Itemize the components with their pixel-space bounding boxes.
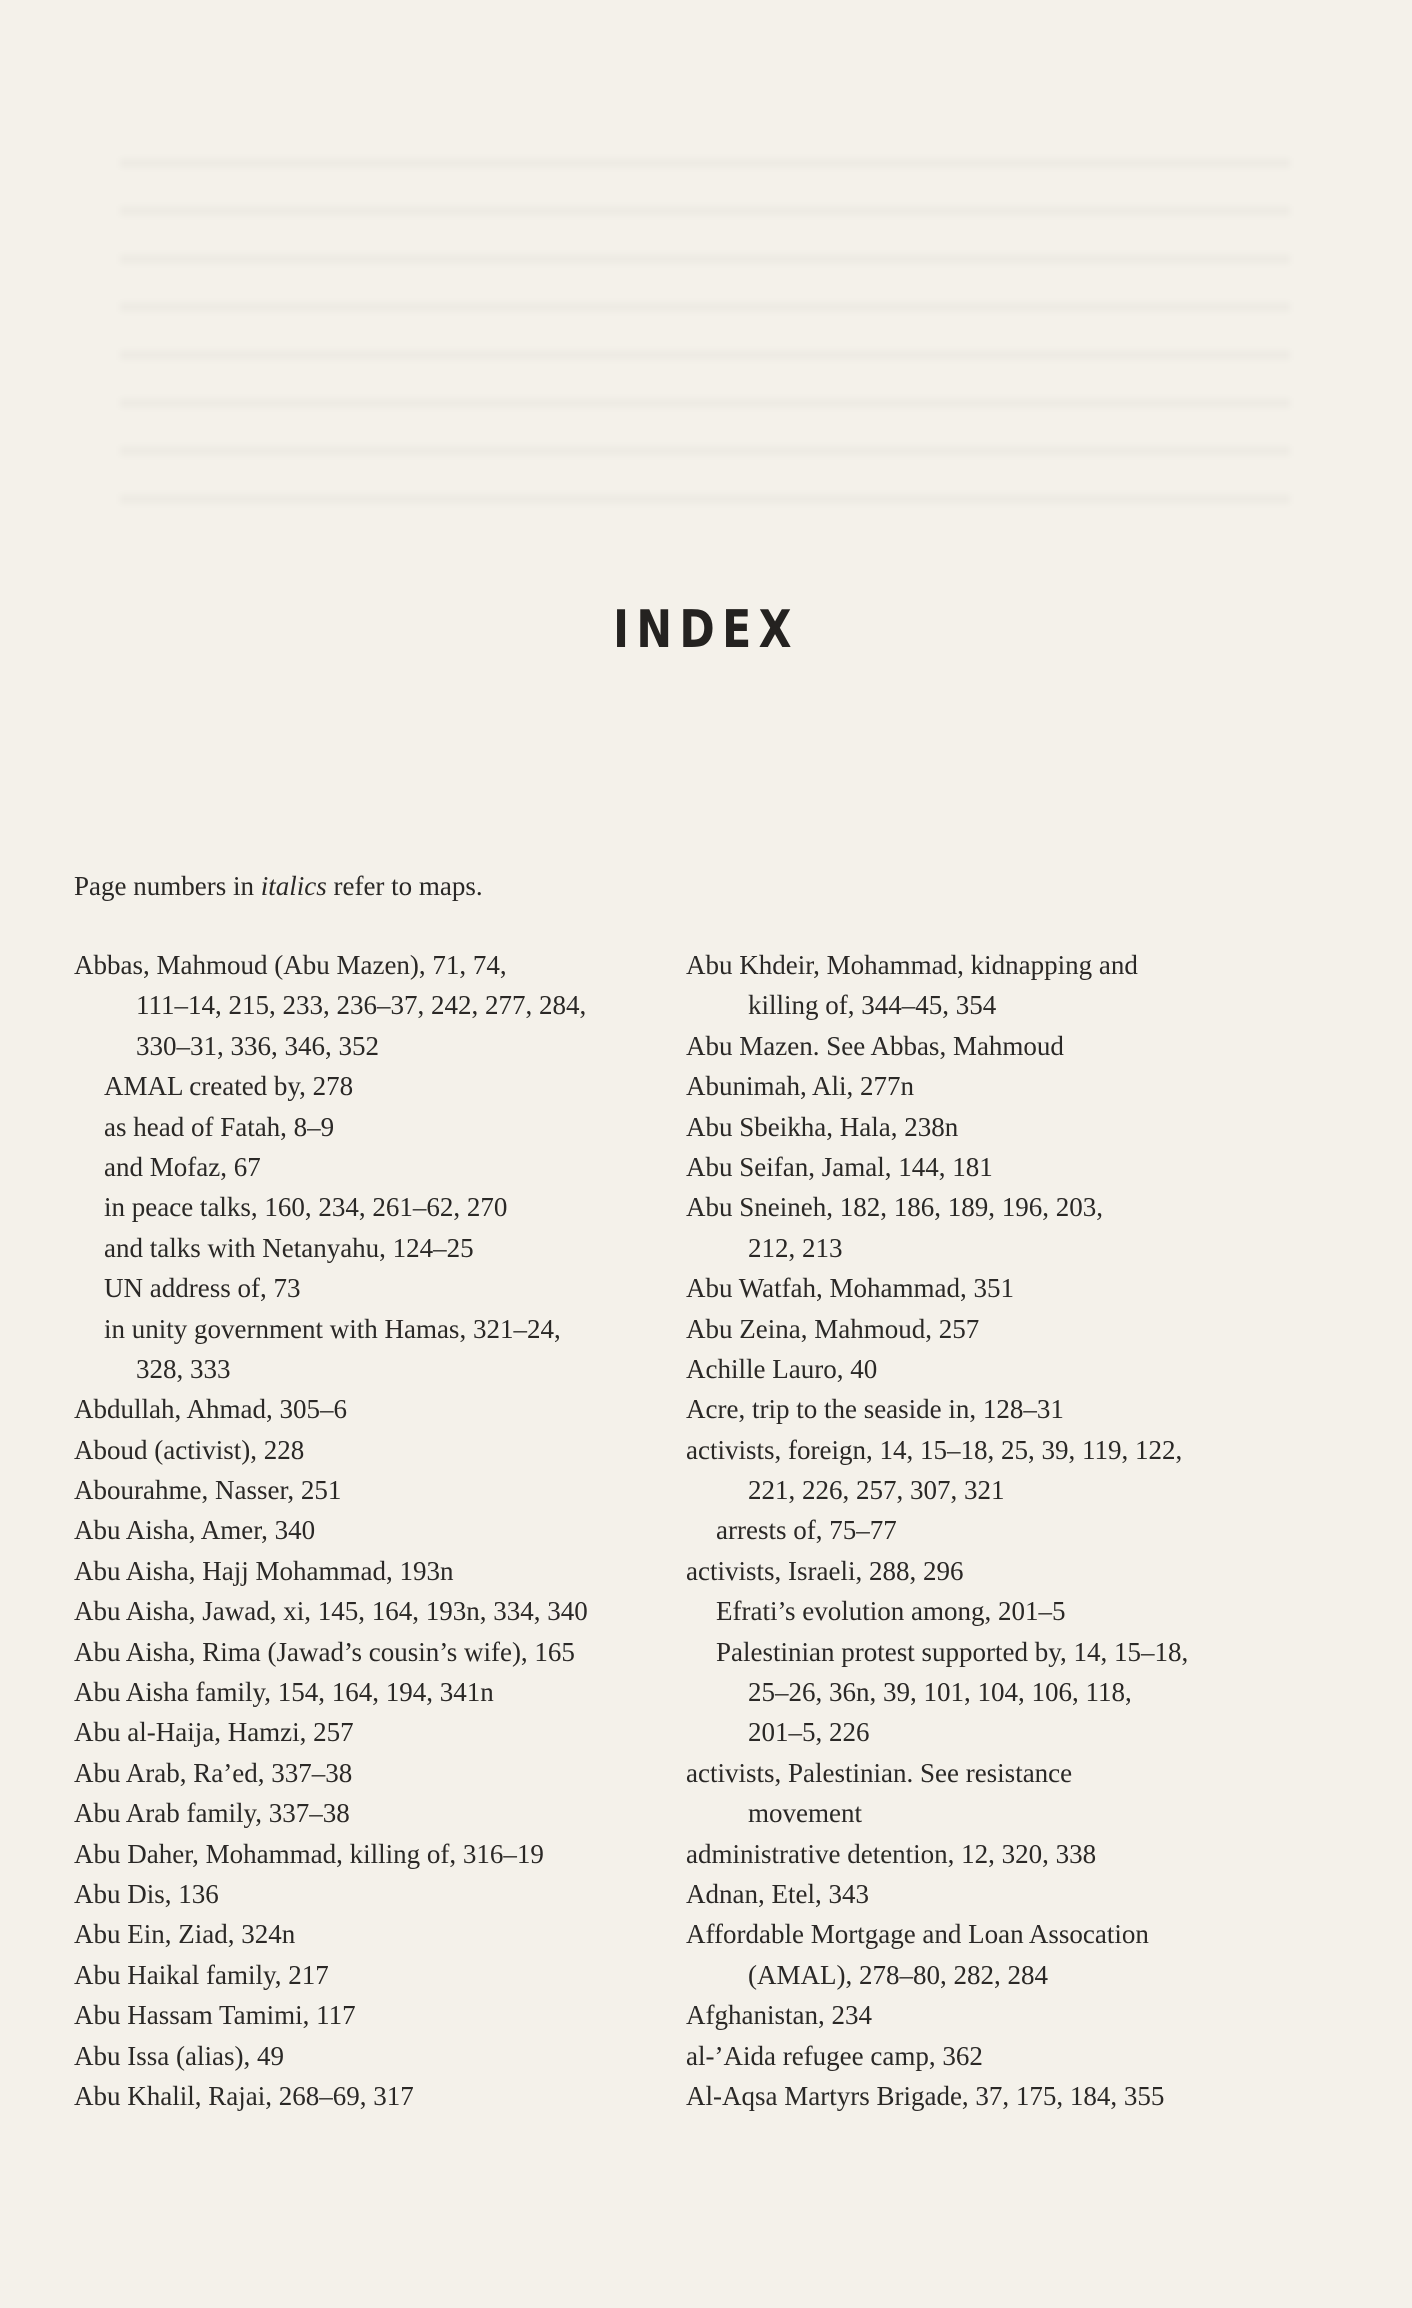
index-entry: Abu Mazen. See Abbas, Mahmoud [686, 1030, 1064, 1061]
index-entry: Afghanistan, 234 [686, 2000, 872, 2031]
index-subentry: as head of Fatah, 8–9 [104, 1111, 335, 1142]
index-entry: Affordable Mortgage and Loan Assocation [686, 1919, 1149, 1950]
index-entry: Abu Haikal family, 217 [74, 1959, 329, 1990]
note-text-1: Page numbers in [74, 871, 261, 901]
index-entry: Adnan, Etel, 343 [686, 1878, 869, 1909]
index-entry: Abu Seifan, Jamal, 144, 181 [686, 1151, 993, 1182]
index-subentry: in peace talks, 160, 234, 261–62, 270 [104, 1192, 508, 1223]
page-title: INDEX [613, 600, 799, 660]
index-entry: Abu Aisha, Hajj Mohammad, 193n [74, 1555, 454, 1586]
index-subentry: in unity government with Hamas, 321–24, [104, 1313, 561, 1344]
index-entry: Abu Sbeikha, Hala, 238n [686, 1111, 959, 1142]
index-entry-continuation: 201–5, 226 [748, 1717, 870, 1748]
index-entry: Abu Arab family, 337–38 [74, 1798, 350, 1829]
index-entry-continuation: 25–26, 36n, 39, 101, 104, 106, 118, [748, 1677, 1132, 1708]
index-entry: Abu Dis, 136 [74, 1878, 219, 1909]
index-column-right [686, 945, 1336, 2116]
index-subentry: AMAL created by, 278 [104, 1071, 354, 1102]
index-entry: Abu Khalil, Rajai, 268–69, 317 [74, 2080, 414, 2111]
note-italic-word: italics [260, 871, 327, 901]
index-subentry: and talks with Netanyahu, 124–25 [104, 1232, 474, 1263]
index-subentry: Palestinian protest supported by, 14, 15–18, [716, 1636, 1189, 1667]
index-entry: administrative detention, 12, 320, 338 [686, 1838, 1097, 1869]
index-entry: Aboud (activist), 228 [74, 1434, 305, 1465]
index-entry: Abu Aisha, Amer, 340 [74, 1515, 316, 1546]
index-subentry: Efrati’s evolution among, 201–5 [716, 1596, 1066, 1627]
index-entry: Al-Aqsa Martyrs Brigade, 37, 175, 184, 355 [686, 2080, 1165, 2111]
index-subentry: UN address of, 73 [104, 1273, 301, 1304]
index-entry: Acre, trip to the seaside in, 128–31 [686, 1394, 1064, 1425]
index-entry-continuation: 330–31, 336, 346, 352 [136, 1030, 379, 1061]
index-entry: al-’Aida refugee camp, 362 [686, 2040, 983, 2071]
index-entry: Abourahme, Nasser, 251 [74, 1475, 342, 1506]
index-entry-continuation: killing of, 344–45, 354 [748, 990, 997, 1021]
index-entry: Abu Watfah, Mohammad, 351 [686, 1273, 1015, 1304]
note-text-2: refer to maps. [326, 871, 483, 901]
index-entry: Abu Ein, Ziad, 324n [74, 1919, 296, 1950]
index-entry-continuation: (AMAL), 278–80, 282, 284 [748, 1959, 1048, 1990]
index-entry: Abu Issa (alias), 49 [74, 2040, 284, 2071]
index-entry: Abu Aisha, Jawad, xi, 145, 164, 193n, 334, 340 [74, 1596, 588, 1627]
index-entry-continuation: movement [748, 1798, 862, 1829]
index-entry: Abdullah, Ahmad, 305–6 [74, 1394, 347, 1425]
index-entry: Abu Hassam Tamimi, 117 [74, 2000, 356, 2031]
index-entry-continuation: 212, 213 [748, 1232, 843, 1263]
index-column-left [74, 945, 674, 2116]
index-entry: Abu Zeina, Mahmoud, 257 [686, 1313, 980, 1344]
index-entry: Abu Aisha family, 154, 164, 194, 341n [74, 1677, 494, 1708]
index-entry: activists, Israeli, 288, 296 [686, 1555, 964, 1586]
index-entry: Achille Lauro, 40 [686, 1353, 878, 1384]
index-entry: Abu Sneineh, 182, 186, 189, 196, 203, [686, 1192, 1103, 1223]
index-entry: activists, Palestinian. See resistance [686, 1757, 1073, 1788]
italics-note [74, 866, 483, 906]
index-entry: Abu Khdeir, Mohammad, kidnapping and [686, 950, 1138, 980]
index-entry: Abu Arab, Ra’ed, 337–38 [74, 1757, 353, 1788]
index-entry-continuation: 111–14, 215, 233, 236–37, 242, 277, 284, [136, 990, 587, 1021]
index-entry: Abunimah, Ali, 277n [686, 1071, 914, 1102]
index-entry: Abu Aisha, Rima (Jawad’s cousin’s wife), 165 [74, 1636, 575, 1667]
index-entry: Abbas, Mahmoud (Abu Mazen), 71, 74, [74, 950, 507, 980]
index-entry: Abu al-Haija, Hamzi, 257 [74, 1717, 354, 1748]
index-subentry: and Mofaz, 67 [104, 1151, 261, 1182]
index-entry: Abu Daher, Mohammad, killing of, 316–19 [74, 1838, 544, 1869]
index-entry: activists, foreign, 14, 15–18, 25, 39, 119, 122, [686, 1434, 1183, 1465]
index-entry-continuation: 328, 333 [136, 1353, 231, 1384]
index-subentry: arrests of, 75–77 [716, 1515, 897, 1546]
bleed-through-text [120, 120, 1290, 520]
index-entry-continuation: 221, 226, 257, 307, 321 [748, 1475, 1005, 1506]
